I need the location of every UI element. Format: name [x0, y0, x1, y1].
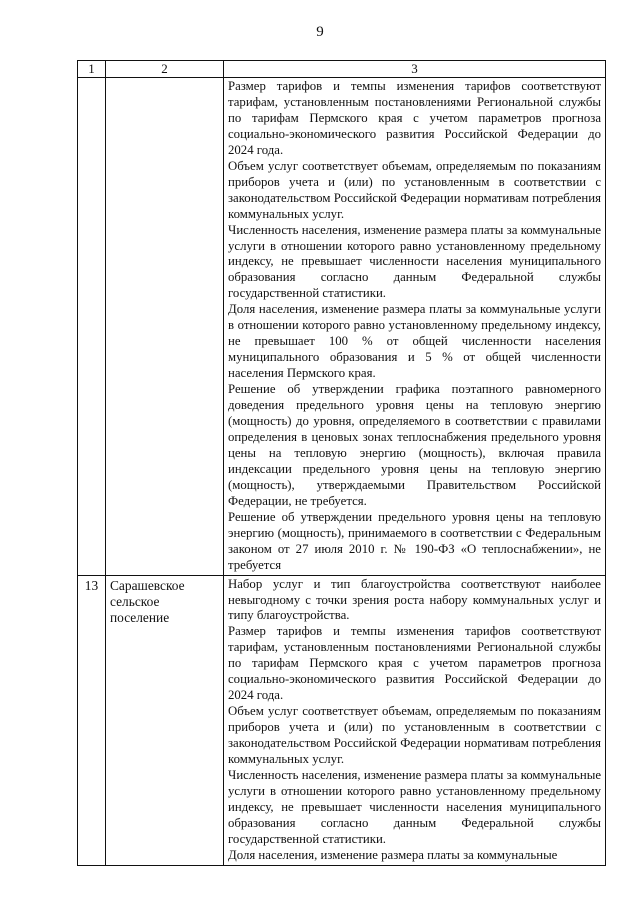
- header-col-3: 3: [224, 61, 606, 78]
- conditions-text: [224, 575, 606, 865]
- page-number: 9: [316, 24, 324, 40]
- header-col-1: 1: [78, 61, 106, 78]
- municipality-name: [106, 78, 224, 576]
- conditions-text: [224, 78, 606, 576]
- table-row: [78, 575, 606, 865]
- row-number: [78, 78, 106, 576]
- row-number: 13: [78, 575, 106, 865]
- header-col-2: 2: [106, 61, 224, 78]
- paragraph: Набор услуг и тип благоустройства соответствуют наиболее невыгодному с точки зрения роста набору коммунальных услуг и типу благоустройства.: [228, 576, 601, 623]
- paragraph: Решение об утверждении предельного уровня цены на тепловую энергию (мощность), принимаемого в соответствии с Федеральным законом от 27 июля 2010 г. № 190-ФЗ «О теплоснабжении», не требуется: [228, 509, 601, 572]
- paragraph: Решение об утверждении графика поэтапного равномерного доведения предельного уровня цены на тепловую энергию (мощность) до уровня, определяемого в соответствии с правилами определения в ценовых зонах теплоснабжения предельного уровня цены на тепловую энергию (мощность), включая правила индексации предельного уровня цены на тепловую энергию (мощность), утверждаемыми Правительством Российской Федерации, не требуется.: [228, 382, 601, 508]
- paragraph: Размер тарифов и темпы изменения тарифов соответствуют тарифам, установленным постановлениями Региональной службы по тарифам Пермского края с учетом параметров прогноза социально-экономического развития Российской Федерации до 2024 года.: [228, 624, 601, 703]
- paragraph: Численность населения, изменение размера платы за коммунальные услуги в отношении которого равно установленному предельному индексу, не превышает численности населения муниципального образования согласно данным Федеральной службы государственной статистики.: [228, 767, 601, 846]
- paragraph: Размер тарифов и темпы изменения тарифов соответствуют тарифам, установленным постановлениями Региональной службы по тарифам Пермского края с учетом параметров прогноза социально-экономического развития Российской Федерации до 2024 года.: [228, 79, 601, 157]
- document-table: [77, 60, 606, 866]
- paragraph: Объем услуг соответствует объемам, определяемым по показаниям приборов учета и (или) по установленным в соответствии с законодательством Российской Федерации нормативам потребления коммунальных услуг.: [228, 158, 601, 221]
- paragraph: Доля населения, изменение размера платы за коммунальные услуги в отношении которого равно установленному предельному индексу, не превышает 100 % от общей численности населения муниципального образования и 5 % от общей численности населения Пермского края.: [228, 302, 601, 381]
- paragraph: Численность населения, изменение размера платы за коммунальные услуги в отношении которого равно установленному предельному индексу, не превышает численности населения муниципального образования согласно данным Федеральной службы государственной статистики.: [228, 222, 601, 301]
- paragraph: Объем услуг соответствует объемам, определяемым по показаниям приборов учета и (или) по установленным в соответствии с законодательством Российской Федерации нормативам потребления коммунальных услуг.: [228, 704, 601, 767]
- paragraph: Доля населения, изменение размера платы за коммунальные: [228, 847, 558, 862]
- table-header-row: [78, 61, 606, 78]
- municipality-name: Сарашевское сельское поселение: [106, 575, 224, 865]
- table-row: [78, 78, 606, 576]
